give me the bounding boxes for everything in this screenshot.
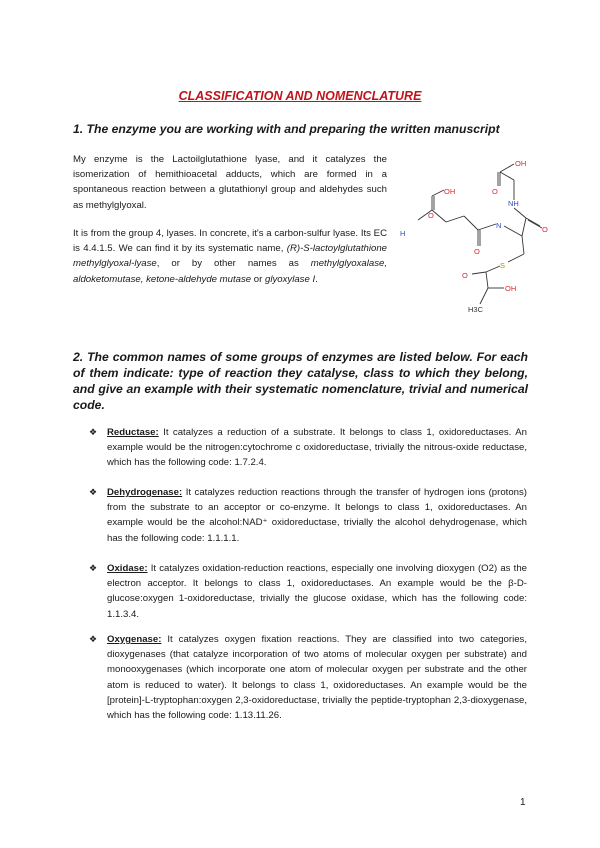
term-oxygenase: Oxygenase: [107, 634, 162, 645]
other-name-glyoxylase: glyoxylase I [265, 273, 316, 285]
section-2-heading: 2. The common names of some groups of enzymes are listed below. For each of them indicate: type of reaction they catalyse, class to which they belong, and give an example with their systematic nomenclature, trivial and numerical code. [73, 350, 528, 412]
term-oxidase: Oxidase: [107, 563, 148, 574]
mol-label-o-mid: O [474, 247, 480, 256]
enzyme-description-paragraph: My enzyme is the Lactoilglutathione lyase, and it catalyzes the isomerization of hemithioacetal adducts, which are formed in a spontaneous reaction between a glutathionyl group and aldehydes such as methylglyoxal. [73, 154, 387, 211]
list-item-oxidase: ❖ Oxidase: It catalyzes oxidation-reduction reactions, especially one involving dioxygen (O2) as the electron acceptor. It belongs to class 1, oxidoreductases. An example would be the β-D-glucose:oxygen 1-oxidoreductase, trivially the glucose oxidase, which has the following code: 1.1.3.4. [89, 563, 527, 620]
other-names: methylglyoxalase, aldoketomutase, ketone-aldehyde mutase [73, 258, 387, 285]
mol-label-h-amine: H [400, 229, 406, 238]
list-item-dehydrogenase: ❖ Dehydrogenase: It catalyzes reduction reactions through the transfer of hydrogen ions (protons) from the substrate to an acceptor or co-enzyme. It belongs to class 1, oxidoreductases. An example would be the alcohol:NAD⁺ oxidoreductase, trivially the alcohol dehydrogenase, which has the following code: 1.1.1.1. [89, 487, 527, 544]
diamond-bullet-icon: ❖ [89, 634, 98, 644]
page-number: 1 [520, 797, 526, 808]
term-dehydrogenase: Dehydrogenase: [107, 487, 183, 498]
mol-label-n: N [496, 221, 502, 230]
systematic-name: (R)-S-lactoylglutathione methylglyoxal-lyase [73, 243, 387, 270]
mol-label-oh-bottom: OH [505, 284, 517, 293]
mol-label-s: S [500, 261, 506, 270]
mol-label-nh: NH [508, 199, 519, 208]
mol-label-o-left: O [428, 211, 434, 220]
enzyme-classification-paragraph: It is from the group 4, lyases. In concrete, it's a carbon-sulfur lyase. Its EC is 4.4.1.5. We can find it by its systematic name, (R)-S-lactoylglutathione methylglyoxal-lyase, or by other names as methylglyoxalase, aldoketomutase, ketone-aldehyde mutase or glyoxylase I. [73, 228, 387, 285]
mol-label-o-top: O [492, 187, 498, 196]
mol-label-oh-left: OH [444, 187, 456, 196]
mol-label-oh-top: OH [515, 159, 527, 168]
page-title: CLASSIFICATION AND NOMENCLATURE [178, 89, 422, 103]
diamond-bullet-icon: ❖ [89, 427, 98, 437]
section-1-heading: 1. The enzyme you are working with and preparing the written manuscript [73, 122, 500, 136]
mol-label-methyl: H3C [468, 305, 484, 314]
diamond-bullet-icon: ❖ [89, 563, 98, 573]
diamond-bullet-icon: ❖ [89, 487, 98, 497]
molecule-structure-figure [392, 150, 567, 320]
mol-label-o-right: O [542, 225, 548, 234]
mol-label-o-bottom: O [462, 271, 468, 280]
list-item-reductase: ❖ Reductase: It catalyzes a reduction of a substrate. It belongs to class 1, oxidoreductases. An example would be the nitrogen:cytochrome c oxidoreductase, trivially the nitrous-oxide reductase, which has the following code: 1.7.2.4. [89, 427, 527, 469]
term-reductase: Reductase: [107, 427, 159, 438]
list-item-oxygenase: ❖ Oxygenase: It catalyzes oxygen fixation reactions. They are classified into two categories, dioxygenases (that catalyze incorporation of two atoms of molecular oxygen per substrate) and monooxygenases (which incorporate one atom of molecular oxygen per substrate and the other atom is reduced to water). It belongs to class 1, oxidoreductases. An example would be the [protein]-L-tryptophan:oxygen 2,3-oxidoreductase, trivially the peptide-tryptophan 2,3-dioxygenase, which has the following code: 1.13.11.26. [89, 634, 527, 722]
